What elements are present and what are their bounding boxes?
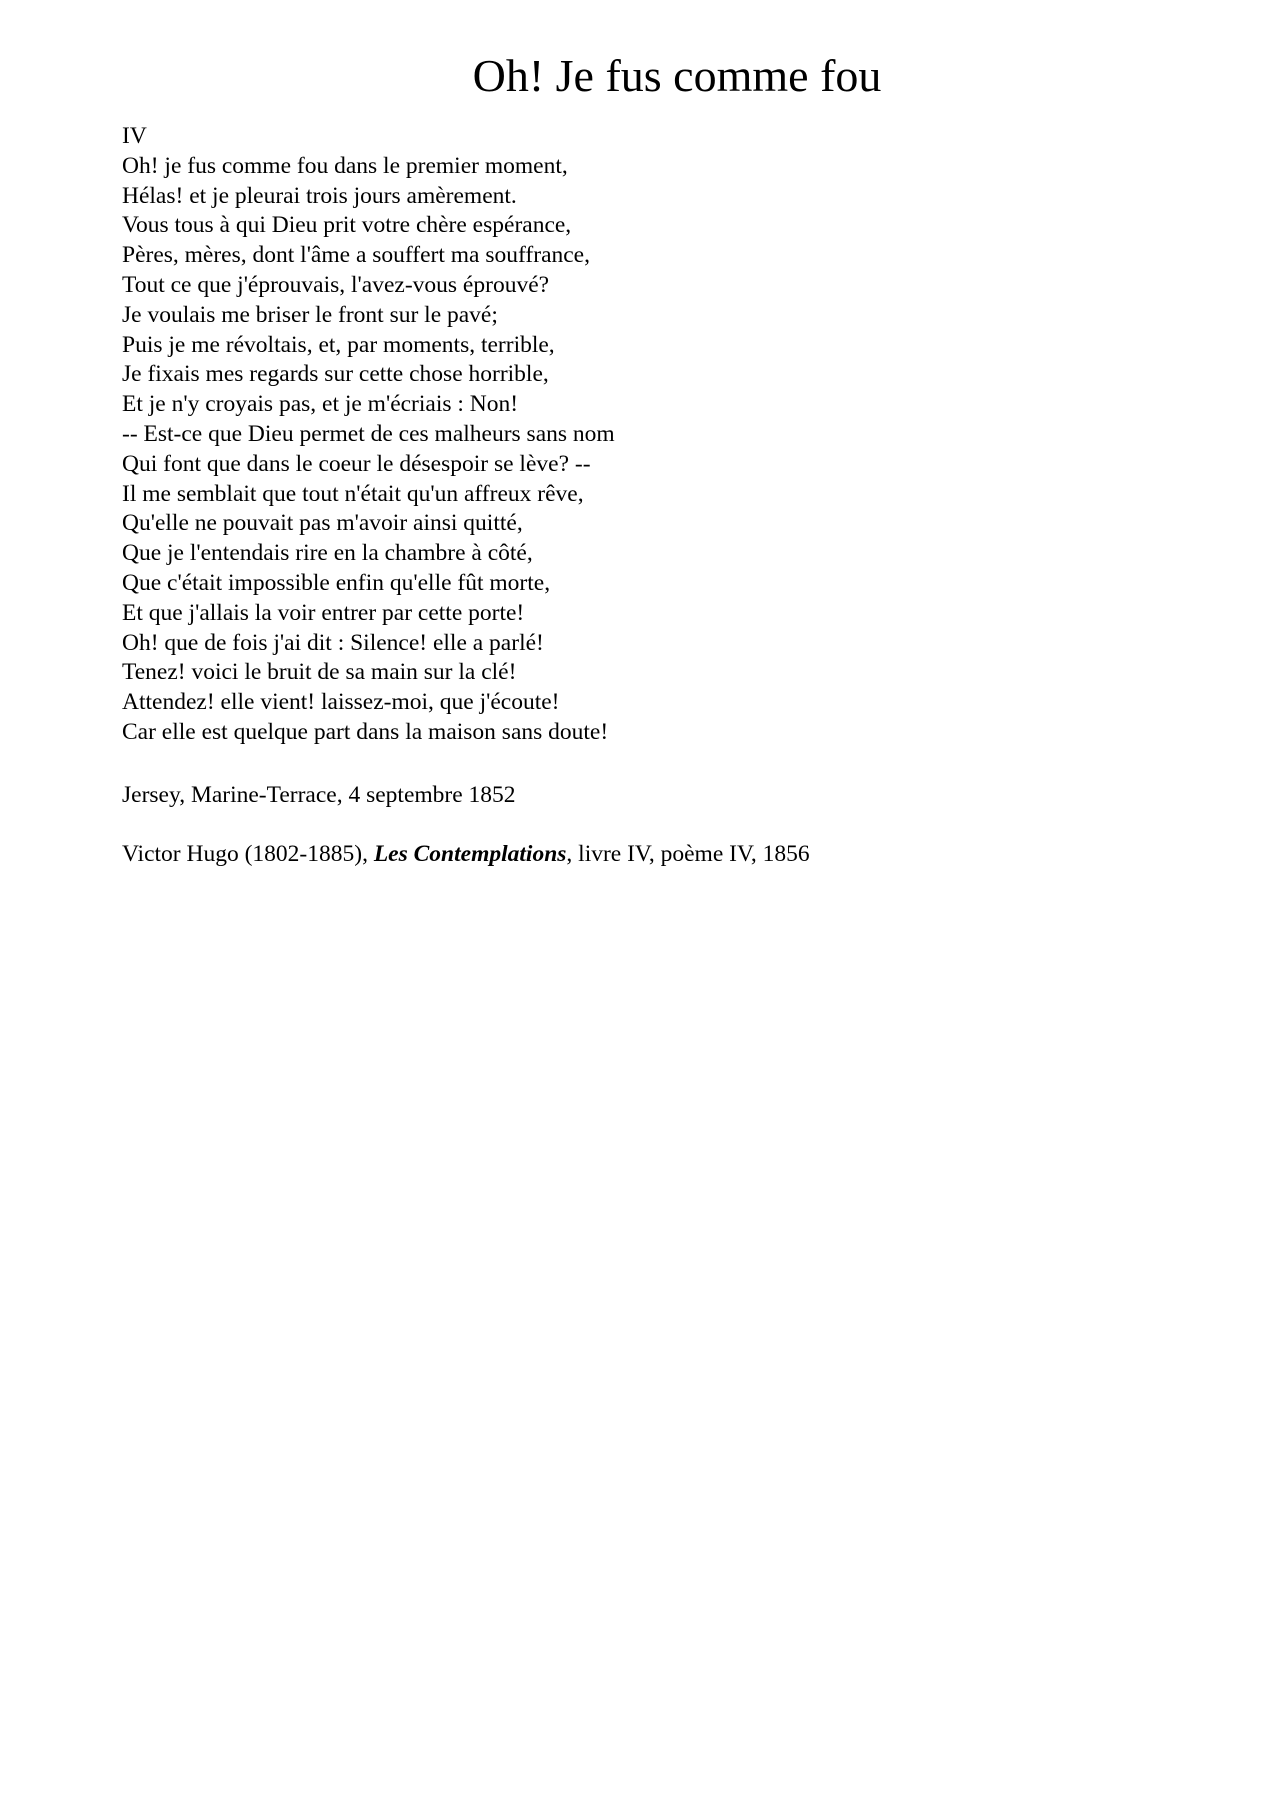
attribution-details: , livre IV, poème IV, 1856 — [566, 841, 810, 867]
attribution-author: Victor Hugo (1802-1885), — [122, 841, 374, 867]
poem-line: Attendez! elle vient! laissez-moi, que j'écoute! — [122, 689, 560, 716]
attribution — [122, 839, 810, 869]
poem-line: -- Est-ce que Dieu permet de ces malheurs sans nom — [122, 420, 615, 447]
poem-line: Et que j'allais la voir entrer par cette porte! — [122, 599, 525, 626]
poem-line: Pères, mères, dont l'âme a souffert ma souffrance, — [122, 242, 590, 269]
poem-line: Oh! que de fois j'ai dit : Silence! elle a parlé! — [122, 629, 544, 656]
poem-line: Puis je me révoltais, et, par moments, terrible, — [122, 331, 555, 358]
poem-line: Je voulais me briser le front sur le pavé; — [122, 301, 498, 328]
poem-line: Je fixais mes regards sur cette chose horrible, — [122, 361, 549, 388]
poem-line: Que c'était impossible enfin qu'elle fût morte, — [122, 569, 551, 596]
poem-title: Oh! Je fus comme fou — [472, 50, 882, 101]
place-date: Jersey, Marine-Terrace, 4 septembre 1852 — [122, 782, 516, 808]
poem-line: Vous tous à qui Dieu prit votre chère espérance, — [122, 212, 572, 239]
poem-line: Et je n'y croyais pas, et je m'écriais : Non! — [122, 391, 519, 418]
poem-line: Que je l'entendais rire en la chambre à côté, — [122, 540, 533, 567]
poem-section-number: IV — [122, 123, 147, 149]
poem-line: Oh! je fus comme fou dans le premier moment, — [122, 152, 568, 179]
poem-line: Tout ce que j'éprouvais, l'avez-vous éprouvé? — [122, 271, 550, 298]
poem-line: Hélas! et je pleurai trois jours amèrement. — [122, 182, 517, 209]
poem-line: Car elle est quelque part dans la maison sans doute! — [122, 718, 609, 745]
poem-line: Il me semblait que tout n'était qu'un affreux rêve, — [122, 480, 584, 507]
poem-line: Qui font que dans le coeur le désespoir se lève? -- — [122, 450, 591, 477]
attribution-work-title: Les Contemplations — [373, 841, 567, 867]
poem-line: Qu'elle ne pouvait pas m'avoir ainsi quitté, — [122, 510, 523, 537]
poem-line: Tenez! voici le bruit de sa main sur la clé! — [122, 659, 517, 686]
poem-body — [122, 122, 615, 748]
